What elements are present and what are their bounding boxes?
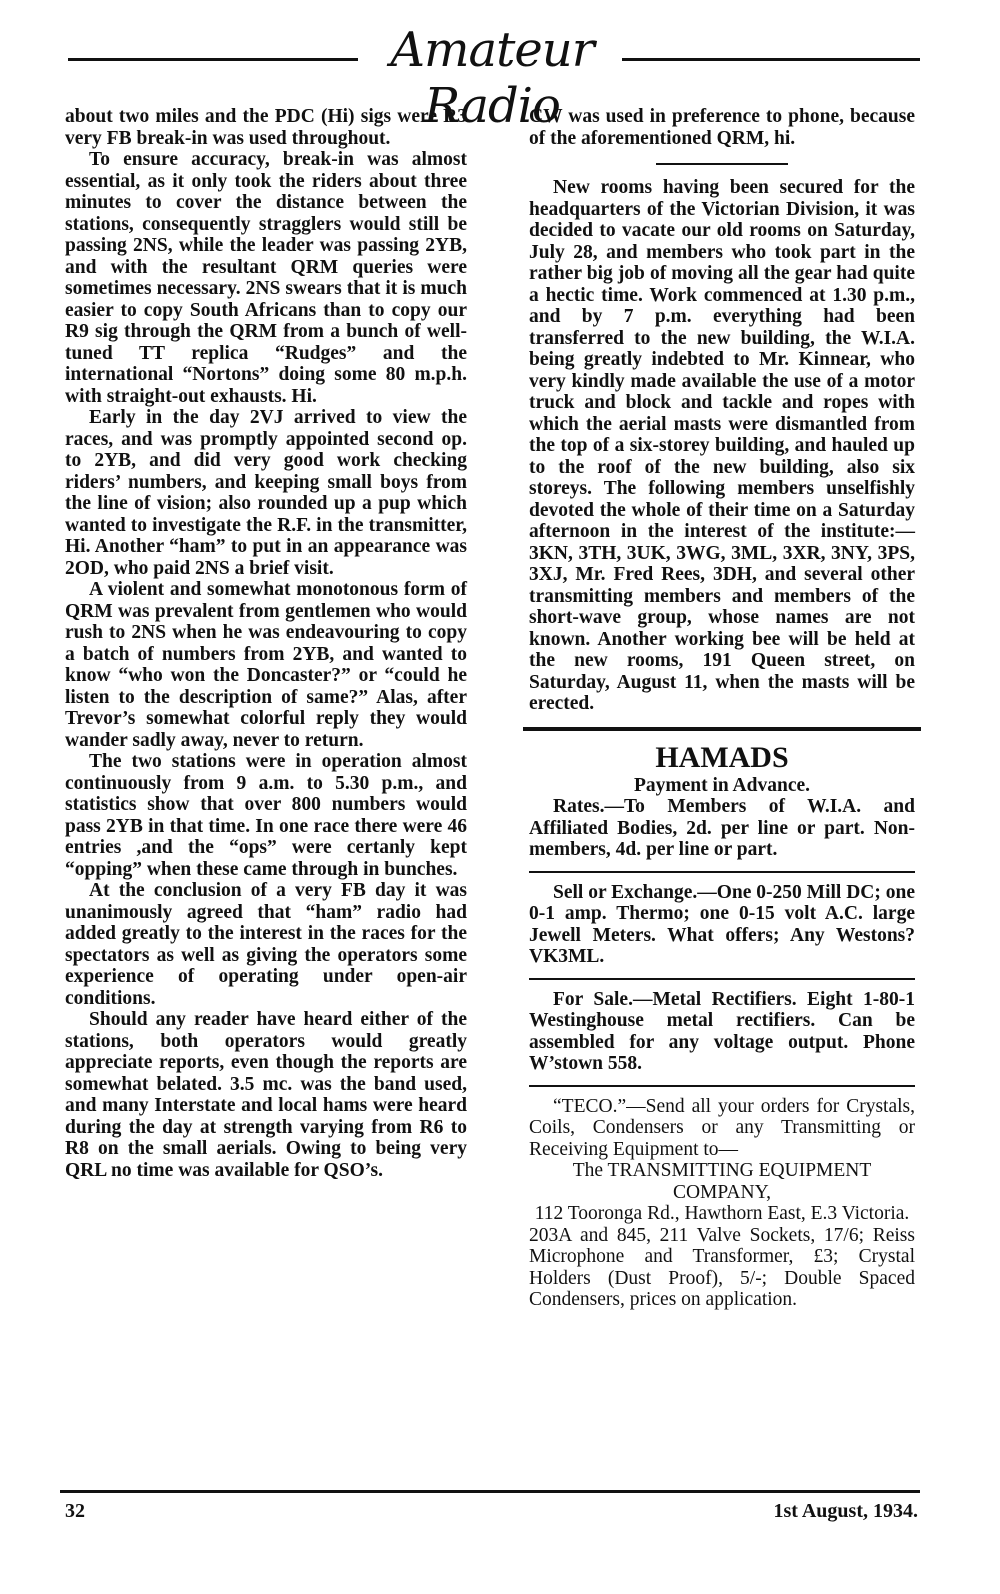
teco-company: The TRANSMITTING EQUIPMENT COMPANY, bbox=[572, 1160, 872, 1203]
article-paragraph: about two miles and the PDC (Hi) sigs were R3 very FB break-in was used throughout. bbox=[65, 106, 467, 149]
teco-ad-intro: “TECO.”—Send all your orders for Crystals, Coils, Condensers or any Transmitting or Receiving Equipment to— bbox=[529, 1095, 915, 1160]
left-column bbox=[65, 106, 467, 1181]
classified-ad: Sell or Exchange.—One 0-250 Mill DC; one 0-1 amp. Thermo; one 0-15 volt A.C. large Jewell Meters. What offers; Any Westons? VK3ML. bbox=[529, 881, 915, 967]
news-item: New rooms having been secured for the headquarters of the Victorian Division, it was decided to vacate our old rooms on Saturday, July 28, and members who took part in the rather big job of moving all the gear had quite a hectic time. Work commenced at 1.30 p.m., and by 7 p.m. everything had been transferred to the new building, the W.I.A. being greatly indebted to Mr. Kinnear, who very kindly made available the use of a motor truck and block and tackle and ropes with which the aerial masts were dismantled from the top of a six-storey building, and hauled up to the roof of the new building, also six storeys. The following members unselfishly devoted the whole of their time on a Saturday afternoon in the interest of the institute:—3KN, 3TH, 3UK, 3WG, 3ML, 3XR, 3NY, 3PS, 3XJ, Mr. Fred Rees, 3DH, and several other transmitting members and members of the short-wave group, whose names are not known. Another working bee will be held at the new rooms, 191 Queen street, on Saturday, August 11, when the masts will be erected. bbox=[529, 177, 915, 714]
masthead-rule-left bbox=[68, 58, 358, 61]
ad-divider bbox=[529, 1085, 915, 1087]
article-paragraph: Early in the day 2VJ arrived to view the races, and was promptly appointed second op. to 2YB, and did very good work checking riders’ numbers, and keeping small boys from the line of vision; also rounded up a pup which wanted to investigate the R.F. in the transmitter, Hi. Another “ham” to put in an appearance was 2OD, who paid 2NS a brief visit. bbox=[65, 407, 467, 579]
section-divider bbox=[656, 163, 788, 165]
ad-divider bbox=[529, 871, 915, 873]
article-continuation: CW was used in preference to phone, because of the aforementioned QRM, hi. bbox=[529, 106, 915, 149]
article-paragraph: To ensure accuracy, break-in was almost essential, as it only took the riders about three minutes to cover the distance between the stations, consequently stragglers would still be passing 2NS, while the leader was passing 2YB, and with the resultant QRM queries were sometimes necessary. 2NS swears that it is much easier to copy South Africans than to copy our R9 sig through the QRM from a bunch of well-tuned TT replica “Rudges” and the international “Nortons” doing some 80 m.p.h. with straight-out exhausts. Hi. bbox=[65, 149, 467, 407]
right-column bbox=[529, 106, 915, 1311]
hamads-rates: Rates.—To Members of W.I.A. and Affiliated Bodies, 2d. per line or part. Non-members, 4d. per line or part. bbox=[529, 796, 915, 860]
hamads-heading: HAMADS bbox=[655, 740, 789, 774]
hamads-subtitle: Payment in Advance. bbox=[633, 774, 811, 796]
masthead-rule-right bbox=[622, 58, 920, 61]
article-paragraph: At the conclusion of a very FB day it was unanimously agreed that “ham” radio had added greatly to the interest in the races for the spectators as well as giving the operators some experience of operating under open-air conditions. bbox=[65, 880, 467, 1009]
teco-products: 203A and 845, 211 Valve Sockets, 17/6; Reiss Microphone and Transformer, £3; Crystal Holders (Dust Proof), 5/-; Double Spaced Condensers, prices on application. bbox=[529, 1224, 915, 1310]
ad-divider bbox=[529, 978, 915, 980]
hamads-top-rule bbox=[523, 727, 921, 731]
footer-rule bbox=[60, 1490, 920, 1493]
classified-ad: For Sale.—Metal Rectifiers. Eight 1-80-1 Westinghouse metal rectifiers. Can be assembled for any voltage output. Phone W’stown 558. bbox=[529, 988, 915, 1074]
page-number: 32 bbox=[65, 1500, 85, 1522]
issue-date: 1st August, 1934. bbox=[773, 1500, 918, 1522]
article-paragraph: The two stations were in operation almost continuously from 9 a.m. to 5.30 p.m., and statistics show that over 800 numbers would pass 2YB in that time. In one race there were 46 entries ,and the “ops” were certanly kept “opping” when these came through in bunches. bbox=[65, 751, 467, 880]
masthead-title: Amateur Radio bbox=[390, 22, 594, 134]
article-paragraph: Should any reader have heard either of the stations, both operators would greatly appreciate reports, even though the reports are somewhat belated. 3.5 mc. was the band used, and many Interstate and local hams were heard during the day at strength varying from R6 to R8 on the small aerials. Owing to being very QRL no time was available for QSO’s. bbox=[65, 1009, 467, 1181]
article-paragraph: A violent and somewhat monotonous form of QRM was prevalent from gentlemen who would rush to 2NS when he was endeavouring to copy a batch of numbers from 2YB, and wanted to know “who won the Doncaster?” or “could he listen to the description of same?” Alas, after Trevor’s somewhat colorful reply they would wander sadly away, never to return. bbox=[65, 579, 467, 751]
teco-address: 112 Tooronga Rd., Hawthorn East, E.3 Victoria. bbox=[534, 1203, 910, 1224]
